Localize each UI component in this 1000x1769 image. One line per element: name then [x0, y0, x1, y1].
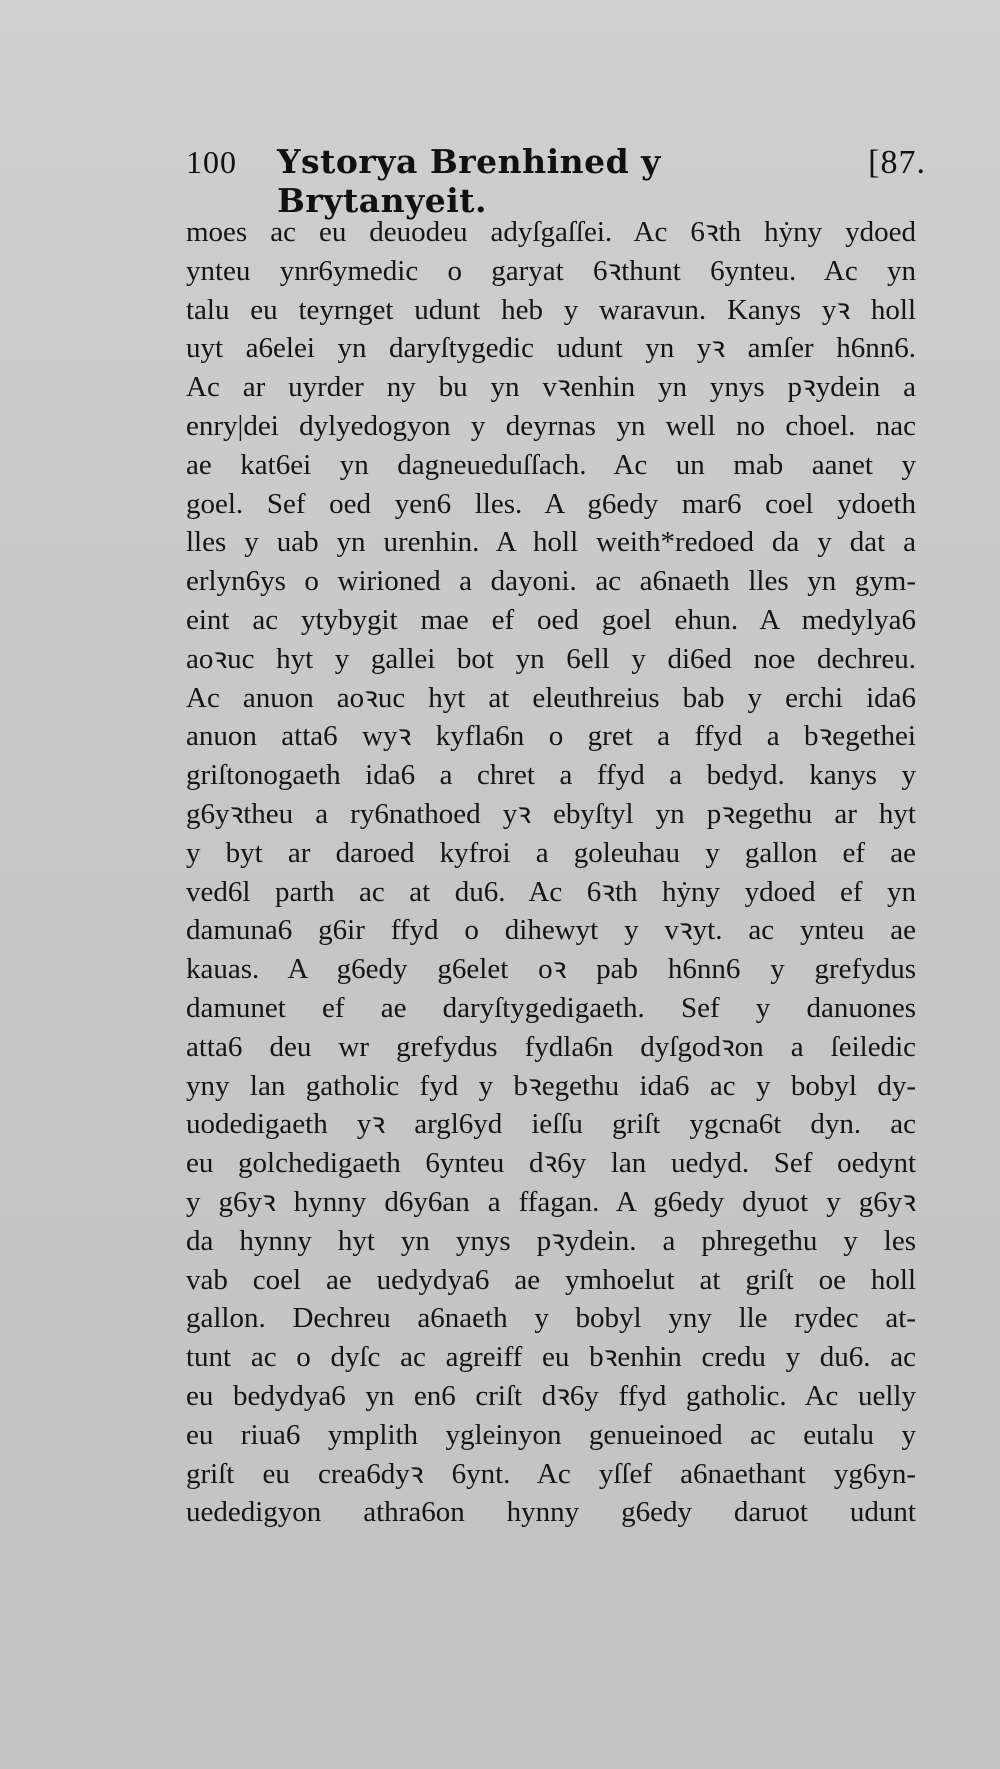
text-line: ved6l parth ac at du6. Ac 6ꝛth hẏny ydoed ef yn: [186, 875, 916, 908]
text-line: uyt a6elei yn daryſtygedic udunt yn yꝛ amſer h6nn6.: [186, 332, 916, 365]
text-line: ynteu ynr6ymedic o garyat 6ꝛthunt 6ynteu. Ac yn: [186, 254, 916, 287]
text-line: goel. Sef oed yen6 lles. A g6edy mar6 coel ydoeth: [186, 487, 916, 520]
text-line: g6yꝛtheu a ry6nathoed yꝛ ebyſtyl yn pꝛegethu ar hyt: [186, 797, 916, 830]
text-line: eint ac ytybygit mae ef oed goel ehun. A medylya6: [186, 603, 916, 636]
text-line: Ac anuon aoꝛuc hyt at eleuthreius bab y erchi ida6: [186, 681, 916, 714]
text-line: enry|dei dylyedogyon y deyrnas yn well no choel. nac: [186, 409, 916, 442]
section-number: [87.: [868, 144, 926, 181]
text-line: vab coel ae uedydya6 ae ymhoelut at griſt oe holl: [186, 1263, 916, 1296]
text-line: atta6 deu wr grefydus fydla6n dyſgodꝛon a ſeiledic: [186, 1030, 916, 1063]
text-line: erlyn6ys o wirioned a dayoni. ac a6naeth lles yn gym-: [186, 565, 916, 598]
text-line: tunt ac o dyſc ac agreiff eu bꝛenhin credu y du6. ac: [186, 1341, 916, 1374]
text-line: uededigyon athra6on hynny g6edy daruot udunt: [186, 1496, 916, 1529]
text-line: moes ac eu deuodeu adyſgaſſei. Ac 6ꝛth hẏny ydoed: [186, 216, 916, 248]
text-line: Ac ar uyrder ny bu yn vꝛenhin yn ynys pꝛydein a: [186, 371, 916, 404]
text-line: aoꝛuc hyt y gallei bot yn 6ell y di6ed noe dechreu.: [186, 642, 916, 675]
text-line: y g6yꝛ hynny d6y6an a ffagan. A g6edy dyuot y g6yꝛ: [186, 1185, 916, 1218]
page-number: 100: [186, 144, 237, 180]
running-head: [186, 142, 926, 220]
text-line: ae kat6ei yn dagneueduſſach. Ac un mab aanet y: [186, 448, 916, 481]
text-line: anuon atta6 wyꝛ kyfla6n o gret a ffyd a bꝛegethei: [186, 720, 916, 753]
text-line: lles y uab yn urenhin. A holl weith*redoed da y dat a: [186, 526, 916, 559]
text-line: yny lan gatholic fyd y bꝛegethu ida6 ac y bobyl dy-: [186, 1069, 916, 1102]
text-line: gallon. Dechreu a6naeth y bobyl yny lle rydec at-: [186, 1302, 916, 1335]
text-line: da hynny hyt yn ynys pꝛydein. a phregethu y les: [186, 1224, 916, 1257]
text-line: kauas. A g6edy g6elet oꝛ pab h6nn6 y grefydus: [186, 953, 916, 986]
text-line: eu riua6 ymplith ygleinyon genueinoed ac eutalu y: [186, 1418, 916, 1451]
body-text: [186, 213, 916, 1532]
text-line: damuna6 g6ir ffyd o dihewyt y vꝛyt. ac ynteu ae: [186, 914, 916, 947]
text-line: griſt eu crea6dyꝛ 6ynt. Ac yſſef a6naethant yg6yn-: [186, 1457, 916, 1490]
text-line: eu golchedigaeth 6ynteu dꝛ6y lan uedyd. Sef oedynt: [186, 1147, 916, 1180]
text-line: uodedigaeth yꝛ argl6yd ieſſu griſt ygcna6t dyn. ac: [186, 1108, 916, 1141]
text-line: y byt ar daroed kyfroi a goleuhau y gallon ef ae: [186, 836, 916, 869]
text-line: eu bedydya6 yn en6 criſt dꝛ6y ffyd gatholic. Ac uelly: [186, 1379, 916, 1412]
running-title: Ystorya Brenhined y Brytanyeit.: [277, 142, 661, 220]
text-line: damunet ef ae daryſtygedigaeth. Sef y danuones: [186, 991, 916, 1024]
text-line: griſtonogaeth ida6 a chret a ffyd a bedyd. kanys y: [186, 759, 916, 792]
text-line: talu eu teyrnget udunt heb y waravun. Kanys yꝛ holl: [186, 293, 916, 326]
